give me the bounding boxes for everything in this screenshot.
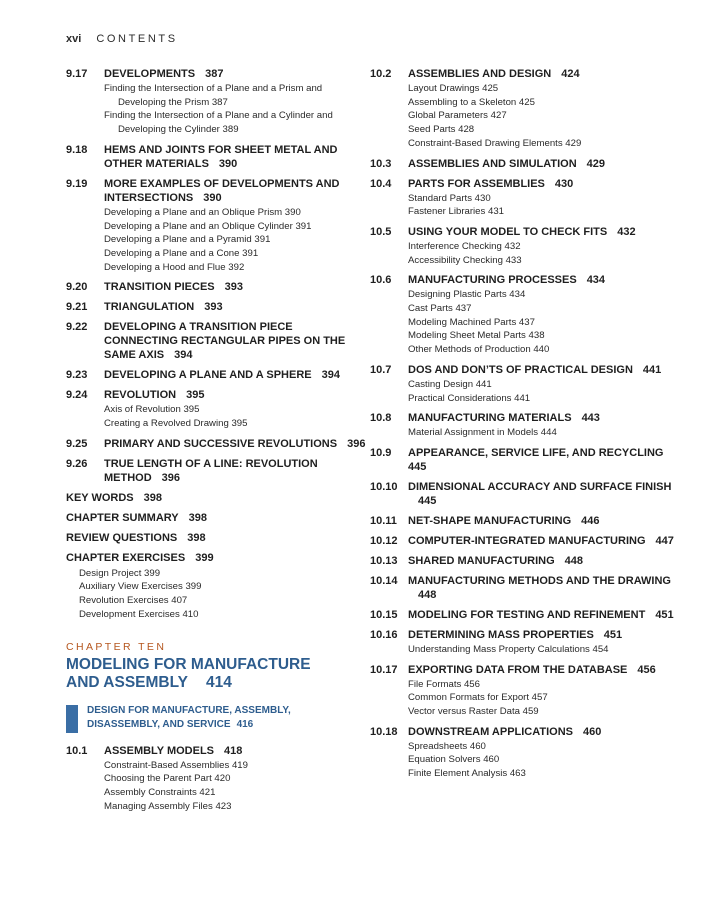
section-title: MANUFACTURING PROCESSES — [408, 274, 577, 287]
subsection-entry: Common Formats for Export 457 — [408, 692, 548, 704]
section-number: 10.3 — [370, 157, 392, 170]
right-column — [370, 67, 680, 787]
section-heading — [370, 608, 680, 622]
section-heading — [66, 280, 366, 294]
section-title: COMPUTER-INTEGRATED MANUFACTURING — [408, 534, 646, 547]
subsection-list — [104, 82, 366, 137]
section-title: DIMENSIONAL ACCURACY AND SURFACE FINISH — [408, 480, 672, 493]
section-number: 10.12 — [370, 534, 398, 547]
section-title: ASSEMBLIES AND DESIGN — [408, 68, 552, 80]
section-heading — [370, 628, 680, 642]
section-title-line — [104, 457, 366, 485]
section-page: 445 — [418, 494, 437, 507]
section-heading — [66, 744, 366, 758]
toc-section — [66, 388, 366, 430]
section-title: DOWNSTREAM APPLICATIONS — [408, 725, 573, 738]
section-number: 9.17 — [66, 68, 88, 80]
section-number: 9.21 — [66, 301, 88, 314]
section-number: 10.1 — [66, 744, 88, 757]
subsection-list — [104, 759, 366, 814]
heading-page: 398 — [188, 511, 208, 524]
section-heading — [66, 368, 366, 382]
section-page: 432 — [617, 225, 636, 238]
section-title-line — [408, 480, 680, 508]
section-title: APPEARANCE, SERVICE LIFE, AND RECYCLING — [408, 446, 664, 459]
subsection-list — [408, 82, 680, 151]
section-number: 10.5 — [370, 225, 392, 238]
chapter-title — [66, 656, 366, 692]
section-page: 393 — [224, 281, 243, 294]
design-callout — [66, 704, 366, 732]
section-title-line — [408, 67, 680, 81]
subsection-entry: Equation Solvers 460 — [408, 754, 500, 766]
end-matter-heading — [66, 551, 366, 565]
subsection-entry: Finite Element Analysis 463 — [408, 768, 526, 780]
section-title-line — [104, 300, 366, 314]
section-title-line — [408, 363, 680, 377]
section-title-line — [408, 446, 680, 474]
subsection-entry: Developing a Hood and Flue 392 — [104, 261, 245, 273]
subsection-entry: Casting Design 441 — [408, 378, 492, 390]
section-title-line — [104, 143, 366, 171]
left-sections-list — [66, 67, 366, 485]
callout-bar — [66, 705, 78, 733]
toc-section — [370, 725, 680, 781]
subsection-entry: Finding the Intersection of a Plane and a Cylinder and Developing the Cylinder 389 — [104, 110, 333, 136]
section-title-line — [104, 388, 366, 402]
subsection-entry: Seed Parts 428 — [408, 124, 475, 136]
toc-section — [66, 67, 366, 137]
section-number: 9.22 — [66, 321, 88, 334]
section-title: NET-SHAPE MANUFACTURING — [408, 514, 572, 527]
toc-section — [370, 446, 680, 474]
subsection-entry: Developing a Plane and an Oblique Prism 390 — [104, 206, 301, 218]
section-page: 434 — [586, 274, 606, 287]
toc-section — [370, 177, 680, 219]
section-heading — [370, 273, 680, 287]
subsection-entry: Understanding Mass Property Calculations 454 — [408, 643, 609, 655]
section-heading — [370, 177, 680, 191]
section-title-line — [408, 273, 680, 287]
section-heading — [370, 725, 680, 739]
section-heading — [370, 480, 680, 508]
section-title: PRIMARY AND SUCCESSIVE REVOLUTIONS — [104, 437, 338, 450]
toc-section — [370, 628, 680, 657]
section-page: 456 — [637, 663, 656, 676]
subsection-entry: Designing Plastic Parts 434 — [408, 289, 526, 301]
toc-section — [370, 363, 680, 405]
toc-section — [66, 143, 366, 171]
section-heading — [370, 446, 680, 474]
right-sections-list — [370, 67, 680, 781]
section-title-line — [104, 280, 366, 294]
subsection-entry: Developing a Plane and an Oblique Cylinder 391 — [104, 220, 312, 232]
subsection-entry: Fastener Libraries 431 — [408, 206, 504, 218]
section-page: 451 — [655, 608, 674, 621]
section-heading — [66, 143, 366, 171]
heading-page: 398 — [187, 531, 206, 544]
section-page: 460 — [583, 725, 602, 738]
subsection-list — [104, 206, 366, 275]
subsection-entry: File Formats 456 — [408, 678, 480, 690]
section-title: DEVELOPMENTS — [104, 68, 196, 80]
section-title-line — [104, 368, 366, 382]
heading-title: CHAPTER EXERCISES — [66, 551, 186, 564]
section-heading — [66, 457, 366, 485]
heading-title: REVIEW QUESTIONS — [66, 531, 178, 544]
subsection-entry: Constraint-Based Assemblies 419 — [104, 759, 248, 771]
section-number: 9.18 — [66, 143, 88, 156]
section-number: 9.24 — [66, 389, 88, 402]
section-title-line — [104, 177, 366, 205]
section-heading — [370, 663, 680, 677]
subsection-list — [408, 643, 680, 657]
subsection-entry: Developing a Plane and a Pyramid 391 — [104, 234, 271, 246]
section-title: DOS AND DON’TS OF PRACTICAL DESIGN — [408, 363, 633, 376]
section-number: 9.20 — [66, 281, 88, 294]
section-page: 396 — [161, 471, 181, 484]
toc-section — [370, 225, 680, 267]
heading-subsection-list — [79, 567, 366, 622]
toc-section — [370, 273, 680, 357]
section-title-line — [408, 608, 680, 622]
heading-page: 398 — [143, 491, 162, 504]
end-of-chapter-list — [66, 491, 366, 622]
heading-subsection-entry: Design Project 399 — [79, 567, 161, 579]
heading-page: 399 — [195, 551, 214, 564]
section-page: 430 — [554, 177, 574, 190]
section-number: 10.7 — [370, 363, 392, 376]
section-title-line — [104, 744, 366, 758]
subsection-list — [408, 426, 680, 440]
subsection-list — [408, 240, 680, 267]
subsection-entry: Accessibility Checking 433 — [408, 254, 522, 266]
section-page: 448 — [564, 554, 584, 567]
subsection-entry: Interference Checking 432 — [408, 240, 521, 252]
heading-subsection-entry: Auxiliary View Exercises 399 — [79, 581, 202, 593]
subsection-entry: Constraint-Based Drawing Elements 429 — [408, 137, 582, 149]
subsection-entry: Assembling to a Skeleton 425 — [408, 96, 535, 108]
toc-section — [66, 177, 366, 275]
section-heading — [370, 67, 680, 81]
section-page: 387 — [205, 68, 224, 80]
section-title: SHARED MANUFACTURING — [408, 554, 555, 567]
section-number: 9.19 — [66, 177, 88, 190]
toc-section — [66, 368, 366, 382]
section-heading — [66, 177, 366, 205]
heading-title: KEY WORDS — [66, 491, 134, 504]
section-page: 390 — [218, 157, 238, 170]
section-title: EXPORTING DATA FROM THE DATABASE — [408, 663, 628, 676]
section-heading — [370, 534, 680, 548]
toc-section — [370, 514, 680, 528]
section-number: 9.26 — [66, 457, 88, 470]
subsection-list — [104, 403, 366, 430]
section-title: TRIANGULATION — [104, 301, 195, 314]
section-page: 446 — [581, 514, 600, 527]
section-title: ASSEMBLY MODELS — [104, 744, 215, 757]
subsection-list — [408, 288, 680, 357]
section-title-line — [408, 554, 680, 568]
section-number: 10.9 — [370, 446, 392, 459]
section-page: 393 — [204, 301, 223, 314]
toc-section — [370, 480, 680, 508]
section-title: MANUFACTURING METHODS AND THE DRAWING — [408, 574, 671, 587]
section-title: DEVELOPING A PLANE AND A SPHERE — [104, 369, 312, 382]
section-page: 395 — [186, 389, 205, 402]
section-title-line — [408, 514, 680, 528]
section-page: 394 — [174, 349, 193, 362]
subsection-entry: Assembly Constraints 421 — [104, 786, 216, 798]
section-title-line — [104, 67, 366, 81]
chapter-ten-sections-list — [66, 744, 366, 814]
section-heading — [66, 320, 366, 362]
section-title: MANUFACTURING MATERIALS — [408, 412, 572, 425]
subsection-entry: Standard Parts 430 — [408, 192, 491, 204]
section-page: 448 — [418, 588, 437, 601]
section-page: 390 — [203, 191, 222, 204]
subsection-entry: Vector versus Raster Data 459 — [408, 706, 539, 718]
toc-section — [370, 663, 680, 719]
section-title: TRUE LENGTH OF A LINE: REVOLUTION METHOD — [104, 457, 318, 484]
section-heading — [66, 437, 366, 451]
section-title: MODELING FOR TESTING AND REFINEMENT — [408, 608, 646, 621]
section-title: DETERMINING MASS PROPERTIES — [408, 628, 594, 641]
section-title-line — [408, 411, 680, 425]
section-page: 451 — [603, 628, 623, 641]
toc-section — [370, 554, 680, 568]
section-title-line — [408, 157, 680, 171]
section-title-line — [408, 225, 680, 239]
chapter-title-line-1: MODELING FOR MANUFACTURE — [66, 655, 311, 673]
subsection-entry: Practical Considerations 441 — [408, 392, 531, 404]
section-title-line — [408, 725, 680, 739]
section-page: 441 — [642, 363, 662, 376]
subsection-entry: Material Assignment in Models 444 — [408, 427, 557, 439]
toc-section — [66, 300, 366, 314]
toc-section — [370, 67, 680, 151]
subsection-entry: Creating a Revolved Drawing 395 — [104, 418, 248, 430]
section-title: HEMS AND JOINTS FOR SHEET METAL AND OTHER MATERIALS — [104, 143, 338, 170]
toc-section — [66, 744, 366, 814]
section-title: PARTS FOR ASSEMBLIES — [408, 177, 545, 190]
subsection-entry: Modeling Machined Parts 437 — [408, 316, 535, 328]
section-heading — [370, 363, 680, 377]
section-heading — [370, 225, 680, 239]
subsection-entry: Spreadsheets 460 — [408, 740, 486, 752]
section-title: MORE EXAMPLES OF DEVELOPMENTS AND INTERSECTIONS — [104, 177, 340, 204]
subsection-list — [408, 740, 680, 781]
section-title-line — [408, 177, 680, 191]
section-page: 445 — [408, 460, 427, 473]
section-title-line — [104, 320, 366, 362]
subsection-list — [408, 678, 680, 719]
toc-section — [66, 320, 366, 362]
section-number: 10.4 — [370, 177, 392, 190]
heading-title: CHAPTER SUMMARY — [66, 511, 179, 524]
section-number: 10.17 — [370, 663, 398, 676]
toc-section — [370, 574, 680, 602]
subsection-list — [408, 378, 680, 405]
callout-page: 416 — [236, 718, 254, 730]
section-title: ASSEMBLIES AND SIMULATION — [408, 157, 577, 170]
section-number: 10.15 — [370, 608, 398, 621]
section-title-line — [408, 574, 680, 602]
section-title: TRANSITION PIECES — [104, 281, 215, 294]
section-number: 10.13 — [370, 554, 398, 567]
section-number: 9.23 — [66, 369, 88, 382]
section-title: USING YOUR MODEL TO CHECK FITS — [408, 225, 608, 238]
section-heading — [66, 300, 366, 314]
subsection-list — [408, 192, 680, 219]
end-matter-heading — [66, 491, 366, 505]
section-number: 10.16 — [370, 628, 398, 641]
subsection-entry: Choosing the Parent Part 420 — [104, 773, 231, 785]
toc-section — [370, 411, 680, 440]
subsection-entry: Finding the Intersection of a Plane and a Prism and Developing the Prism 387 — [104, 83, 323, 108]
page-number: xvi — [66, 33, 82, 45]
toc-section — [66, 280, 366, 294]
section-heading — [66, 388, 366, 402]
subsection-entry: Layout Drawings 425 — [408, 83, 499, 94]
subsection-entry: Managing Assembly Files 423 — [104, 800, 232, 812]
section-heading — [370, 554, 680, 568]
section-heading — [370, 157, 680, 171]
section-title-line — [408, 534, 680, 548]
running-header-label: CONTENTS — [96, 33, 178, 45]
section-title: REVOLUTION — [104, 389, 177, 402]
section-heading — [370, 514, 680, 528]
section-title-line — [104, 437, 366, 451]
section-number: 10.8 — [370, 412, 392, 425]
callout-line-2: DISASSEMBLY, AND SERVICE — [87, 718, 231, 730]
chapter-title-line-2: AND ASSEMBLY — [66, 673, 189, 691]
toc-section — [370, 608, 680, 622]
running-header — [66, 33, 178, 45]
section-number: 10.2 — [370, 68, 392, 80]
section-title: DEVELOPING A TRANSITION PIECE CONNECTING RECTANGULAR PIPES ON THE SAME AXIS — [104, 321, 346, 362]
callout-line-1: DESIGN FOR MANUFACTURE, ASSEMBLY, — [87, 704, 291, 716]
subsection-entry: Other Methods of Production 440 — [408, 344, 550, 356]
toc-section — [66, 457, 366, 485]
end-matter-heading — [66, 531, 366, 545]
subsection-entry: Axis of Revolution 395 — [104, 404, 200, 416]
section-page: 447 — [655, 534, 674, 547]
section-page: 429 — [586, 157, 606, 170]
section-number: 10.6 — [370, 274, 392, 287]
toc-section — [370, 534, 680, 548]
section-number: 10.10 — [370, 480, 398, 493]
section-title-line — [408, 628, 680, 642]
toc-section — [370, 157, 680, 171]
section-page: 443 — [581, 412, 600, 425]
left-column — [66, 67, 366, 819]
subsection-entry: Global Parameters 427 — [408, 110, 507, 122]
subsection-entry: Modeling Sheet Metal Parts 438 — [408, 330, 545, 342]
section-number: 10.18 — [370, 725, 398, 738]
chapter-ten-heading — [66, 641, 366, 692]
chapter-label: CHAPTER TEN — [66, 640, 167, 653]
end-matter-heading — [66, 511, 366, 525]
section-page: 396 — [347, 437, 366, 450]
subsection-entry: Developing a Plane and a Cone 391 — [104, 247, 259, 259]
section-heading — [370, 574, 680, 602]
chapter-page: 414 — [206, 673, 232, 691]
section-page: 418 — [224, 744, 243, 757]
section-heading — [370, 411, 680, 425]
section-number: 9.25 — [66, 437, 88, 450]
section-title-line — [408, 663, 680, 677]
toc-section — [66, 437, 366, 451]
subsection-entry: Cast Parts 437 — [408, 303, 472, 315]
section-page: 424 — [561, 68, 580, 80]
heading-subsection-entry: Revolution Exercises 407 — [79, 595, 188, 607]
section-heading — [66, 67, 366, 81]
section-page: 394 — [321, 369, 340, 382]
section-number: 10.14 — [370, 574, 398, 587]
heading-subsection-entry: Development Exercises 410 — [79, 608, 199, 620]
section-number: 10.11 — [370, 514, 397, 527]
